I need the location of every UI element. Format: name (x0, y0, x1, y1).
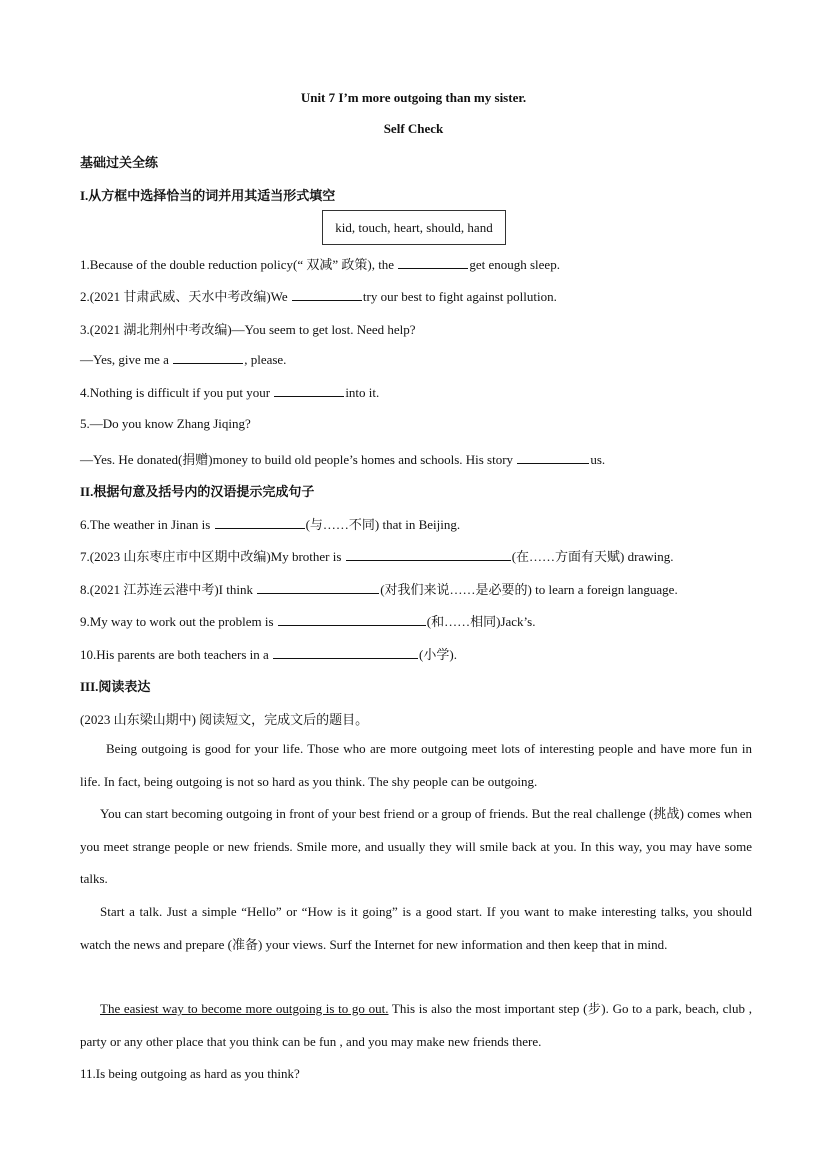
q4-text-before: 4.Nothing is difficult if you put your (80, 385, 274, 400)
part1-heading: I.从方框中选择恰当的词并用其适当形式填空 (80, 188, 336, 203)
q6-blank[interactable] (215, 516, 305, 529)
question-3-prompt: 3.(2021 湖北荆州中考改编)—You seem to get lost. Need help? (80, 322, 416, 337)
q7-text-before: 7.(2023 山东枣庄市中区期中改编)My brother is (80, 549, 345, 564)
q8-text-before: 8.(2021 江苏连云港中考)I think (80, 582, 257, 597)
q5-text-after: us. (590, 452, 606, 467)
question-5-reply (80, 449, 605, 468)
q4-blank[interactable] (274, 384, 344, 397)
question-10 (80, 644, 457, 663)
q10-text-before: 10.His parents are both teachers in a (80, 647, 273, 662)
part2-heading: II.根据句意及括号内的汉语提示完成句子 (80, 484, 315, 499)
q10-text-after: (小学). (419, 647, 457, 662)
q3-text-after: , please. (244, 352, 287, 367)
q6-text-after: (与……不同) that in Beijing. (305, 517, 461, 532)
q9-text-before: 9.My way to work out the problem is (80, 614, 277, 629)
question-9 (80, 611, 535, 630)
question-8 (80, 579, 678, 598)
paragraph-4-rest: This is also the most important step (步). Go to a park, beach, club , party or any other place that you think can be fun , and you may make new friends there. (80, 1001, 752, 1049)
q7-text-after: (在……方面有天赋) drawing. (511, 549, 674, 564)
question-6 (80, 514, 460, 533)
q2-blank[interactable] (292, 288, 362, 301)
reading-paragraph-3: Start a talk. Just a simple “Hello” or “How is it going” is a good start. If you want to make interesting talks, you should watch the news and prepare (准备) your views. Surf the Internet for new information and then keep that in mind. (80, 904, 752, 952)
q1-text-after: get enough sleep. (469, 257, 560, 272)
word-box: kid, touch, heart, should, hand (322, 210, 506, 245)
q8-text-after: (对我们来说……是必要的) to learn a foreign language. (380, 582, 678, 597)
q5-blank[interactable] (517, 451, 589, 464)
q9-text-after: (和……相同)Jack’s. (426, 614, 536, 629)
question-4 (80, 384, 379, 401)
basic-practice-heading: 基础过关全练 (80, 155, 159, 170)
q6-text-before: 6.The weather in Jinan is (80, 517, 214, 532)
q5-text-before: —Yes. He donated(捐赠)money to build old people’s homes and schools. His story (80, 452, 517, 467)
section-subtitle: Self Check (383, 121, 444, 136)
part3-heading: III.阅读表达 (80, 679, 151, 694)
q7-blank[interactable] (346, 548, 511, 561)
question-7 (80, 546, 673, 565)
q4-text-after: into it. (345, 385, 380, 400)
q10-blank[interactable] (273, 646, 418, 659)
q8-blank[interactable] (257, 581, 379, 594)
question-11: 11.Is being outgoing as hard as you think? (80, 1066, 300, 1081)
underlined-sentence: The easiest way to become more outgoing is to go out. (100, 1001, 389, 1016)
reading-paragraph-2: You can start becoming outgoing in front of your best friend or a group of friends. But the real challenge (挑战) comes when you meet strange people or new friends. Smile more, and usually they will smile back at you. In this way, you may have some talks. (80, 806, 752, 886)
question-2 (80, 286, 557, 305)
q9-blank[interactable] (278, 613, 426, 626)
q3-blank[interactable] (173, 351, 243, 364)
question-5-prompt: 5.—Do you know Zhang Jiqing? (80, 416, 251, 431)
question-1 (80, 254, 560, 273)
reading-paragraph-4 (80, 993, 752, 1058)
reading-intro: (2023 山东梁山期中) 阅读短文，完成文后的题目。 (80, 712, 369, 727)
unit-title: Unit 7 I’m more outgoing than my sister. (300, 90, 527, 105)
reading-paragraph-1: Being outgoing is good for your life. Those who are more outgoing meet lots of interesting people and have more fun in life. In fact, being outgoing is not so hard as you think. The shy people can be outgoing. (80, 741, 752, 789)
q3-text-before: —Yes, give me a (80, 352, 173, 367)
q2-text-after: try our best to fight against pollution. (362, 289, 557, 304)
q1-text-before: 1.Because of the double reduction policy(“ 双减” 政策), the (80, 257, 398, 272)
question-3-reply (80, 351, 286, 368)
q2-text-before: 2.(2021 甘肃武威、天水中考改编)We (80, 289, 291, 304)
q1-blank[interactable] (398, 256, 468, 269)
